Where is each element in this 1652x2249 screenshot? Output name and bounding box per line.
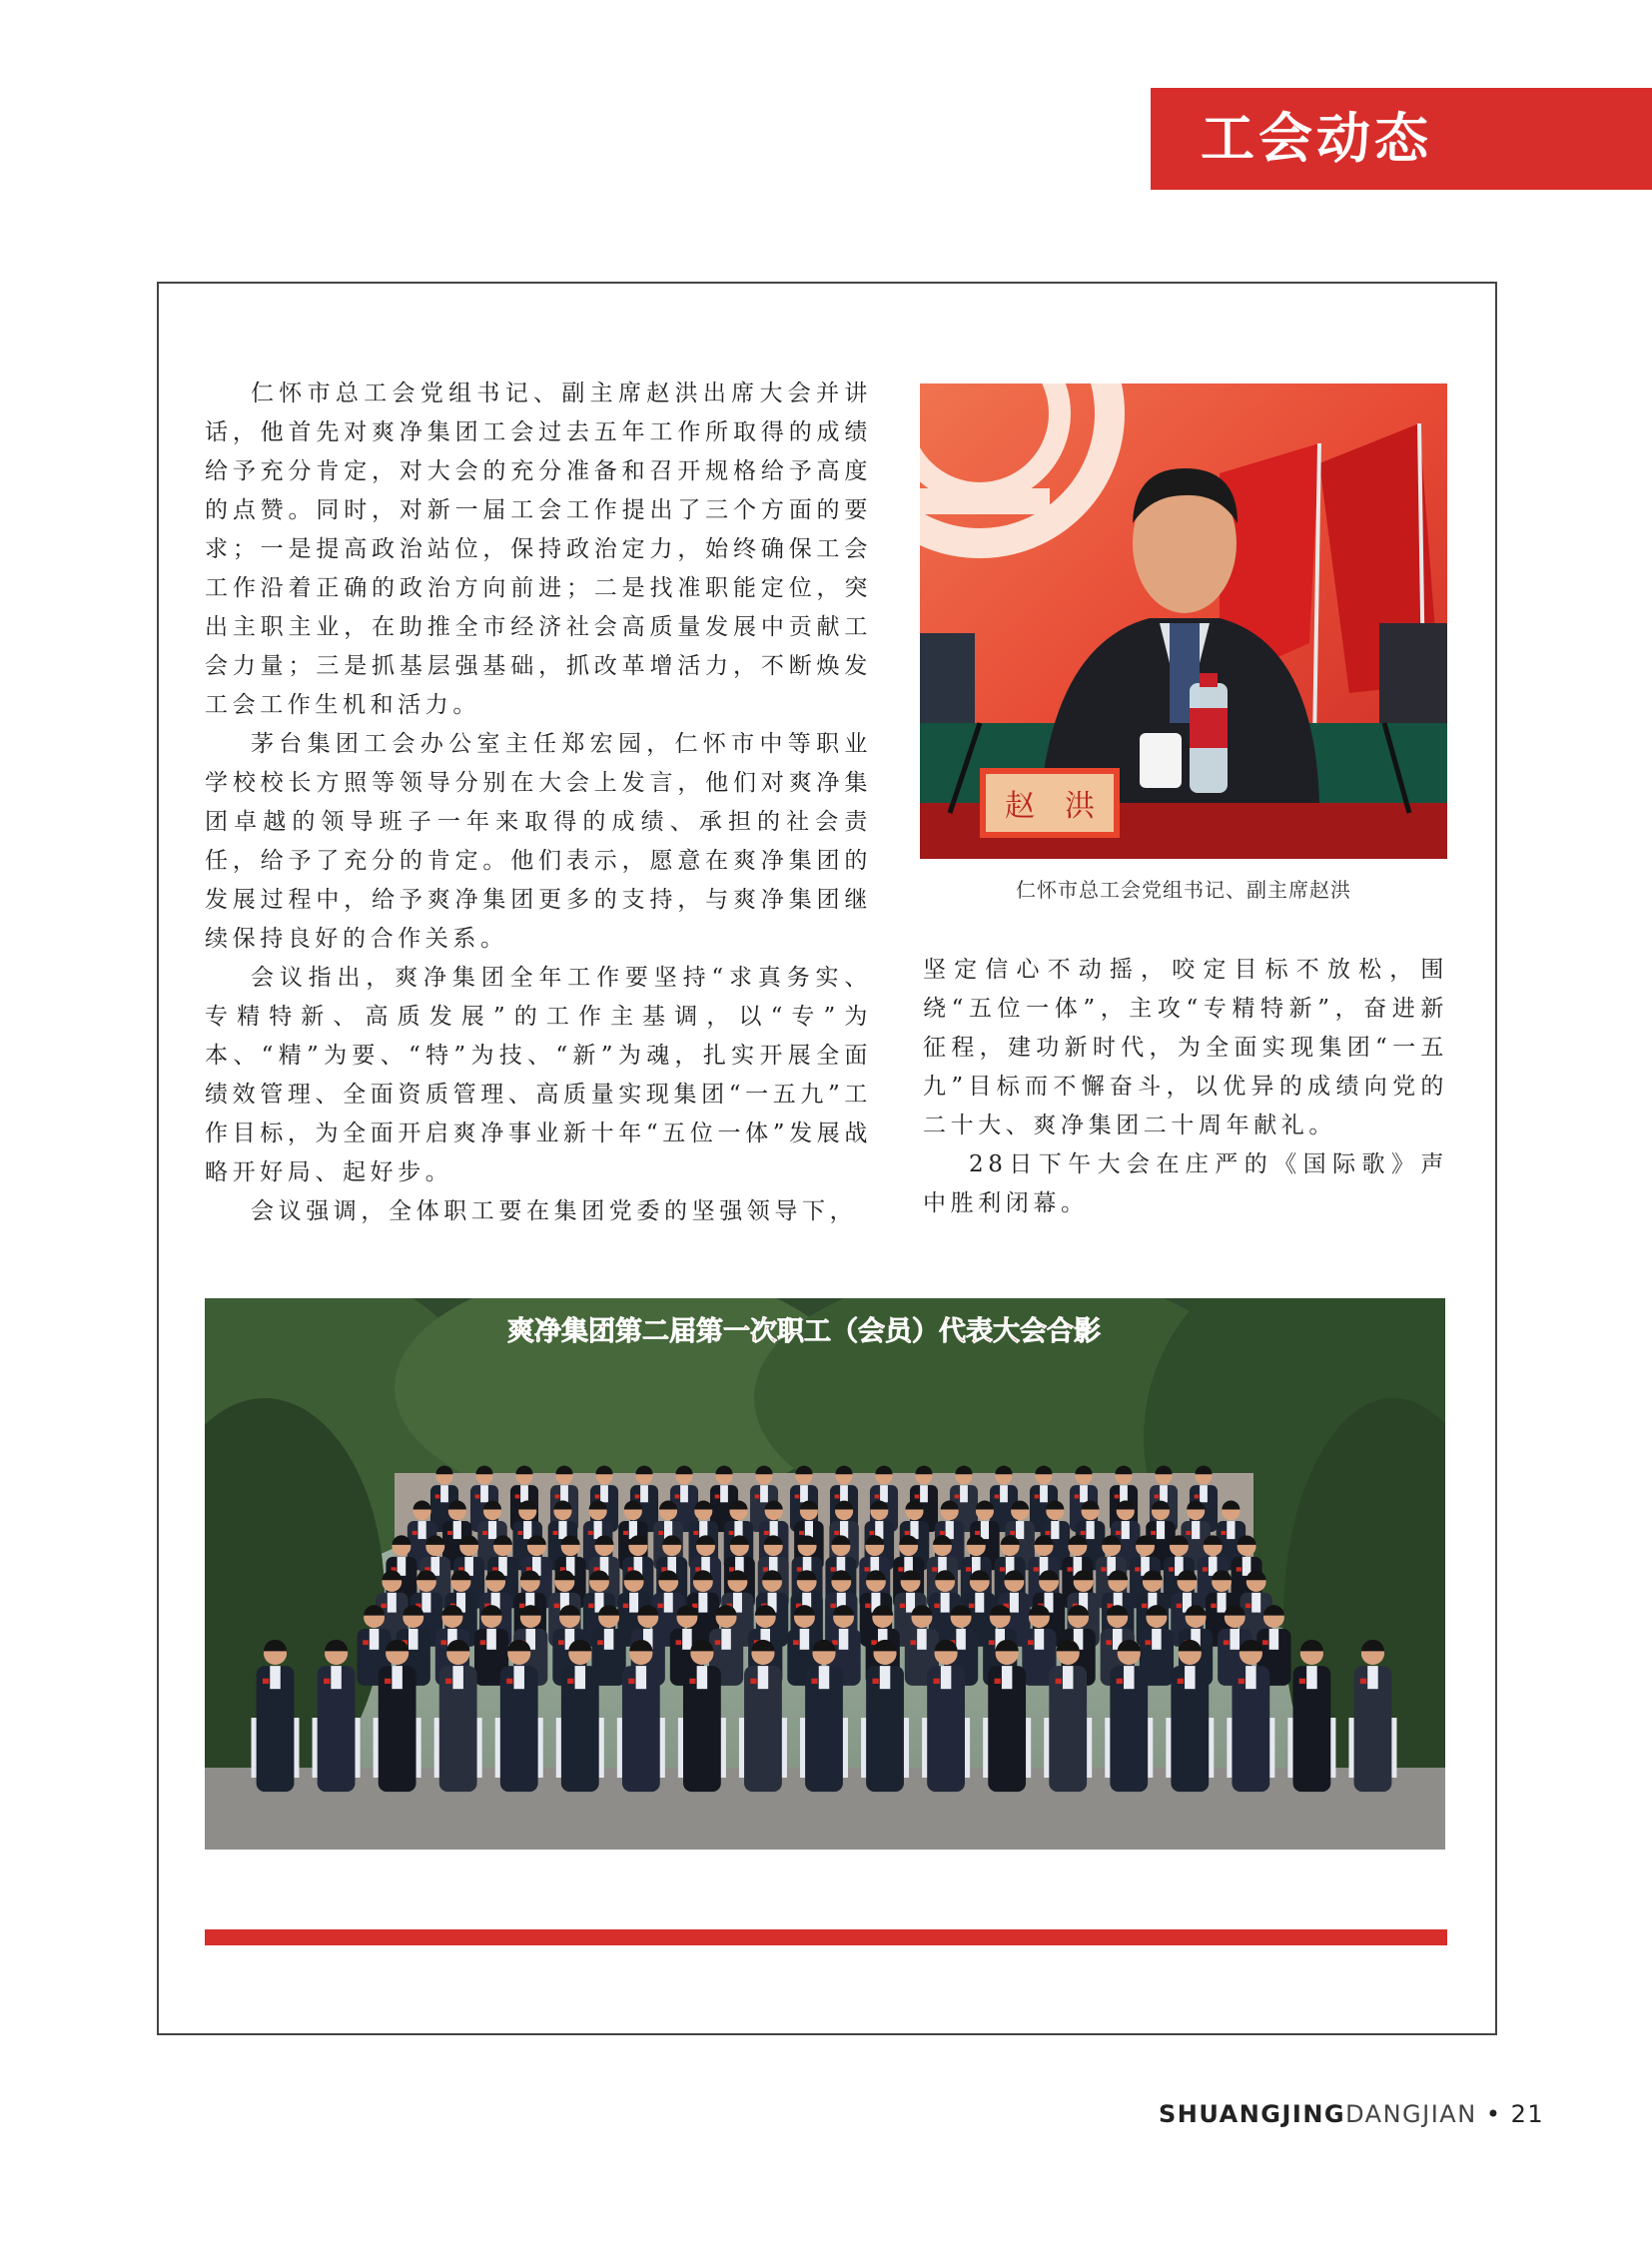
nameplate-text: 赵 洪 — [1005, 789, 1095, 824]
portrait-caption: 仁怀市总工会党组书记、副主席赵洪 — [1016, 878, 1351, 902]
paragraph: 茅台集团工会办公室主任郑宏园，仁怀市中等职业学校校长方照等领导分别在大会上发言，他们对爽净集团卓越的领导班子一年来取得的成绩、承担的社会责任，给予了充分的肯定。他们表示，愿意在爽净集团的发展过程中，给予爽净集团更多的支持，与爽净集团继续保持良好的合作关系。 — [205, 731, 872, 952]
footer-separator: • — [1485, 2100, 1502, 2128]
paragraph: 仁怀市总工会党组书记、副主席赵洪出席大会并讲话，他首先对爽净集团工会过去五年工作所取得的成绩给予充分肯定，对大会的充分准备和召开规格给予高度的点赞。同时，对新一届工会工作提出了三个方面的要求；一是提高政治站位，保持政治定力，始终确保工会工作沿着正确的政治方向前进；二是找准职能定位，突出主职主业，在助推全市经济社会高质量发展中贡献工会力量；三是抓基层强基础，抓改革增活力，不断焕发工会工作生机和活力。 — [205, 380, 872, 718]
page-number: 21 — [1510, 2100, 1545, 2128]
group-photo — [205, 1298, 1445, 1850]
article-left-column — [205, 375, 872, 1231]
bottom-red-rule — [205, 1929, 1447, 1945]
section-title: 工会动态 — [1151, 88, 1652, 190]
paragraph: 28日下午大会在庄严的《国际歌》声中胜利闭幕。 — [923, 1151, 1448, 1216]
paragraph: 坚定信心不动摇，咬定目标不放松，围绕“五位一体”，主攻“专精特新”，奋进新征程，建功新时代，为全面实现集团“一五九”目标而不懈奋斗，以优异的成绩向党的二十大、爽净集团二十周年献礼。 — [923, 957, 1448, 1138]
paragraph: 会议强调，全体职工要在集团党委的坚强领导下， — [251, 1198, 858, 1224]
page-footer — [1159, 2100, 1545, 2128]
footer-brand-bold: SHUANGJING — [1159, 2100, 1346, 2128]
speaker-portrait-photo — [920, 383, 1447, 859]
paragraph: 会议指出，爽净集团全年工作要坚持“求真务实、专精特新、高质发展”的工作主基调，以“专”为本、“精”为要、“特”为技、“新”为魂，扎实开展全面绩效管理、全面资质管理、高质量实现集团“一五九”工作目标，为全面开启爽净事业新十年“五位一体”发展战略开好局、起好步。 — [205, 965, 872, 1185]
article-right-column — [923, 951, 1448, 1223]
group-photo-banner: 爽净集团第二届第一次职工（会员）代表大会合影 — [507, 1316, 1101, 1347]
footer-brand-light: DANGJIAN — [1345, 2100, 1477, 2128]
